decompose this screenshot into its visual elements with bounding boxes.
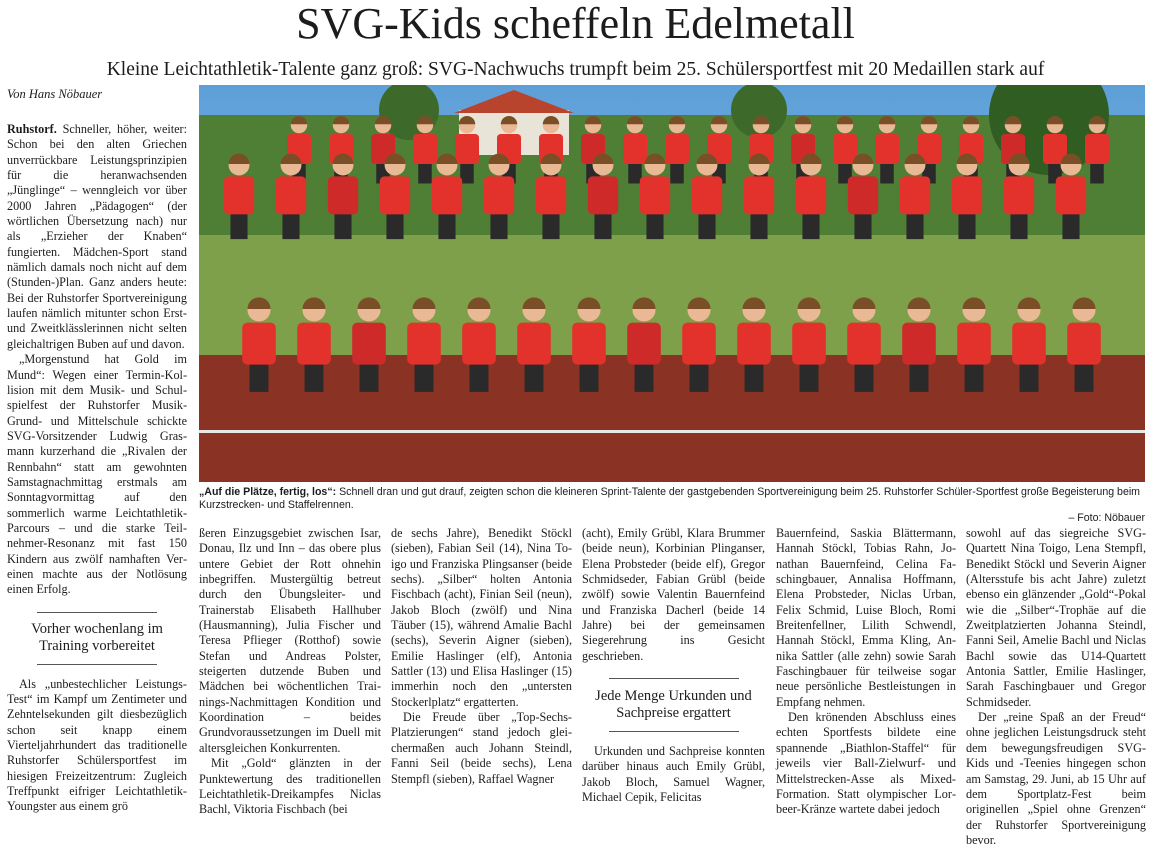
column-3 — [391, 526, 572, 787]
paragraph: Der „reine Spaß an der Freud“ ohne jeglichen Leistungsdruck steht dem bewegungsfreudigen SVG-Kids und -Teenies hingegen schon am Samstag, 29. Juni, ab 15 Uhr auf dem Sportplatz-Fest beim originellen „Spiel ohne Grenzen“ der Ruhstorfer Sportvereinigung bevor. — [966, 710, 1146, 847]
paragraph: sowohl auf das siegreiche SVG-Quartett Nina Toigo, Lena Stempfl, Benedikt Stöckl und Severin Aigner (Altersstufe bis acht Jahre) zuletzt ebenso ein glänzender „Gold“-Pokal wie die „Silber“-Trophäe auf die Zweitplatzierten Johanna Steindl, Fanni Seil, Amelie Bachl und Niclas Bachl sowie das U14-Quartett Antonia Sattler, Emilie Haslinger, Sarah Faschingbauer und Gregor Schmidseder. — [966, 526, 1146, 709]
paragraph: „Morgenstund hat Gold im Mund“: Wegen einer Termin-Kollision mit dem Musik- und Schulspielfest der Ruhstorfer Musik-Grund- und Mittelschule schickte SVG-Vorsitzender Ludwig Grasmann kurzerhand die „Rivalen der Rennbahn“ statt am gewohnten Samstagnachmittag erstmals am Sonntagvormittag auf den sommerlich warme Leichtathletik-Parcours – und die starke Teilnehmer-Resonanz mit fast 150 Kindern aus zwölf namhaften Vereinen machte aus der Notlösung einen Erfolg. — [7, 352, 187, 597]
column-6 — [966, 526, 1146, 848]
column-4 — [582, 526, 765, 805]
subtitle: Kleine Leichtathletik-Talente ganz groß: SVG-Nachwuchs trumpft beim 25. Schülersportfest mit 20 Medaillen stark auf — [106, 59, 1045, 80]
photo-caption — [199, 486, 1145, 525]
headline: SVG-Kids scheffeln Edelmetall — [296, 0, 855, 48]
paragraph: Den krönenden Abschluss eines echten Sportfests bildete eine spannende „Biathlon-Staffel“ für jeweils vier Ball-Zielwurf- und Mittelstrecken-Asse als Mixed-Formation. Statt olympischer Lorbeer-Kränze wartete dabei jedoch — [776, 710, 956, 817]
paragraph: Mit „Gold“ glänzten in der Punktewertung des traditionellen Leichtathletik-Dreikampfes Niclas Bachl, Viktoria Fischbach (bei — [199, 756, 381, 817]
dateline: Ruhstorf. — [7, 122, 57, 136]
paragraph: Bauernfeind, Saskia Blättermann, Hannah Stöckl, Tobias Rahn, Jonathan Bauernfeind, Celina Faschingbauer, Annalisa Hoffmann, Elena Probsteder, Niclas Urban, Felix Schmid, Luise Bloch, Romi Breitenfellner, Lilith Schwendl, Hannah Stöckl, Emma Kling, Annika Sattler (alle zehn) sowie Sarah Faschingbauer für teilweise sogar neue persönliche Bestleistungen in Empfang nehmen. — [776, 526, 956, 709]
divider — [609, 678, 739, 679]
paragraph: (acht), Emily Grübl, Klara Brummer (beide neun), Korbinian Plinganser, Elena Probsteder (beide elf), Gregor Schmidseder, Fabian Grübl (beide zwölf) sowie Valentin Bauernfeind und Franziska Dacherl (beide 14 Jahre) bei der gemeinsamen Siegerehrung ins Gesicht geschrieben. — [582, 526, 765, 663]
paragraph: Urkunden und Sachpreise konnten darüber hinaus auch Emily Grübl, Jakob Bloch, Samuel Wagner, Michael Cepik, Felicitas — [582, 744, 765, 805]
column-1 — [7, 122, 187, 815]
column-2 — [199, 526, 381, 818]
team-photo — [199, 85, 1145, 482]
paragraph — [7, 122, 187, 352]
paragraph-text: Schneller, höher, weiter: Schon bei den alten Griechen unverrückbare Leistungsprinzipien für die heranwachsenden „Jünglinge“ – wenngleich vor über 2000 Jahren „Pädagogen“ (der wörtlichen Übersetzung nach) nur als „Erzieher der Knaben“ fungierten. Mädchen-Sport stand nämlich damals noch nicht auf dem (Stunden-)Plan. Ganz anders heute: Bei der Ruhstorfer Sportvereinigung laufen nämlich mitunter schon Erst- und Zweitklässlerinnen nicht selten gleichaltrigen Buben auf und davon. — [7, 122, 187, 351]
paragraph: Als „unbestechlicher Leistungs-Test“ im Kampf um Zentimeter und Zehntelsekunden gilt diesbezüglich schon seit knapp einem Vierteljahrhundert das traditionelle Ruhstorfer Schülersportfest im hiesigen Freizeitzentrum: Zugleich Treffpunkt eifriger Leichtathletik-Youngster aus einem grö — [7, 676, 187, 814]
subheading: Jede Menge Urkunden und Sachpreise ergattert — [595, 688, 752, 722]
caption-lead: „Auf die Plätze, fertig, los“: — [199, 486, 337, 498]
paragraph: ßeren Einzugsgebiet zwischen Isar, Donau, Ilz und Inn – das obere plus untere Gebiet der Rott ohnehin inbegriffen. Mustergültig betreut durch den Übungsleiter- und Trainerstab Elisabeth Hallhuber (Hausmanning), Julia Fischer und Teresa Pflieger (Rotthof) sowie Stefan und Andreas Polster, steigerten dutzende Buben und Mädchen bei wöchentlichen Trainings-Nachmittagen Kondition und Koordination – beides Grundvoraussetzungen im Duell mit altersgleichen Konkurrenten. — [199, 526, 381, 755]
subheading: Vorher wochenlang im Training vorbereitet — [31, 620, 163, 654]
photo-credit: – Foto: Nöbauer — [1068, 512, 1145, 524]
byline: Von Hans Nöbauer — [7, 87, 103, 101]
paragraph: de sechs Jahre), Benedikt Stöckl (sieben), Fabian Seil (14), Nina Toigo und Franziska Plingsanser (beide sechs). „Silber“ holten Antonia Fischbach (acht), Finian Seil (neun), Jakob Bloch (zwölf) und Nina Täuber (15), während Amalie Bachl (sechs), Severin Aigner (sieben), Emilie Haslinger (elf), Antonia Sattler (13) und Elisa Haslinger (15) immerhin noch den „untersten Stockerlplatz“ ergatterten. — [391, 526, 572, 709]
column-5 — [776, 526, 956, 818]
caption-text: Schnell dran und gut drauf, zeigten schon die kleineren Sprint-Talente der gastgebenden Sportvereinigung beim 25. Ruhstorfer Schüler-Sportfest große Begeisterung beim Kurzstrecken- und Staffelrennen. — [199, 486, 1141, 511]
paragraph: Die Freude über „Top-Sechs-Platzierungen“ stand jedoch gleichermaßen auch Johann Steindl, Fanni Seil (beide sechs), Lena Stempfl (sieben), Raffael Wagner — [391, 710, 572, 786]
divider — [37, 612, 157, 613]
